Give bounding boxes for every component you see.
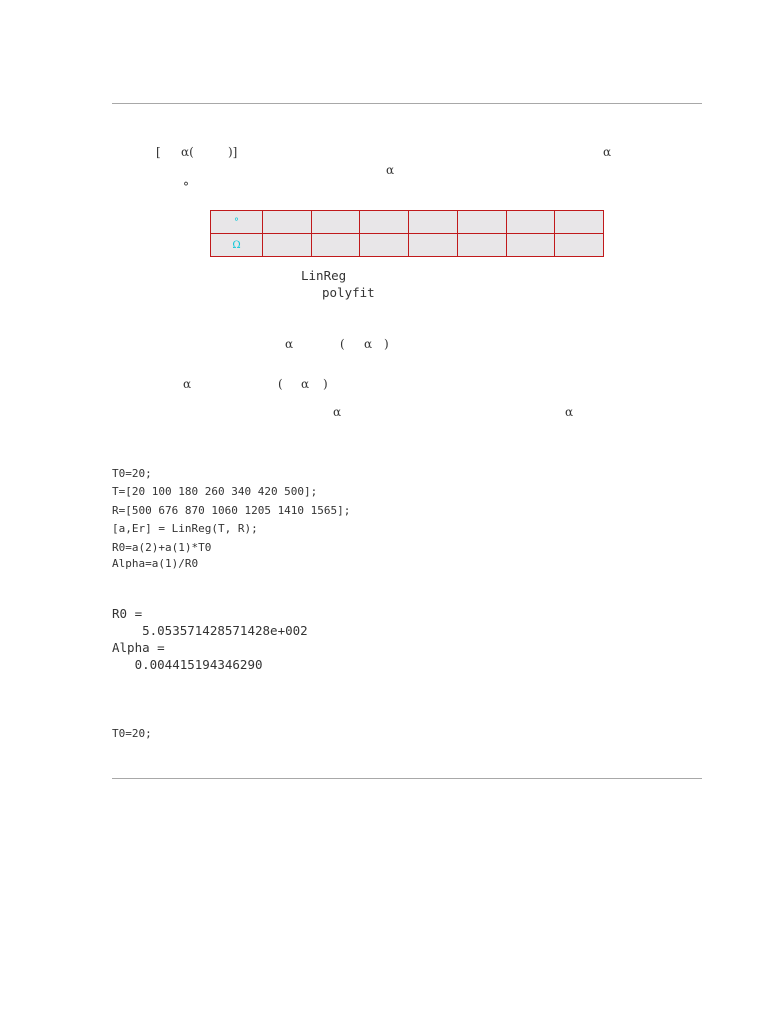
linreg-function-name: LinReg (301, 268, 347, 283)
top-divider (112, 103, 702, 104)
alpha-symbol: α (603, 145, 612, 159)
table-cell (311, 211, 360, 234)
output-line: 0.004415194346290 (112, 657, 263, 672)
alpha-symbol: α (285, 337, 294, 351)
resistance-temperature-table (210, 210, 604, 257)
alpha-symbol: α (183, 377, 192, 391)
alpha-symbol: α (301, 377, 310, 391)
bracket-open: [ (156, 145, 161, 159)
table-cell (263, 234, 312, 257)
table-cell (506, 211, 555, 234)
table-cell (360, 211, 409, 234)
table-cell (409, 211, 458, 234)
table-cell (457, 211, 506, 234)
table-cell (409, 234, 458, 257)
code-line: R=[500 676 870 1060 1205 1410 1565]; (112, 504, 351, 517)
alpha-symbol: α (565, 405, 574, 419)
table-cell (360, 234, 409, 257)
table-cell (457, 234, 506, 257)
paren-open: ( (340, 337, 345, 351)
polyfit-function-name: polyfit (322, 285, 375, 300)
table-cell (311, 234, 360, 257)
code-line: Alpha=a(1)/R0 (112, 557, 199, 570)
code-line: T=[20 100 180 260 340 420 500]; (112, 485, 318, 498)
row-header-temperature: ° (211, 211, 263, 234)
bottom-divider (112, 778, 702, 779)
row-header-resistance: Ω (211, 234, 263, 257)
output-line: R0 = (112, 606, 143, 621)
paren-close: ) (384, 337, 389, 351)
code-line: T0=20; (112, 727, 152, 740)
output-line: Alpha = (112, 640, 165, 655)
table-row (211, 211, 604, 234)
degree-symbol: ° (183, 180, 189, 194)
alpha-symbol: α (364, 337, 373, 351)
table-cell (506, 234, 555, 257)
alpha-symbol: α( (181, 145, 194, 159)
table-cell (263, 211, 312, 234)
table-cell (555, 211, 604, 234)
alpha-symbol: α (333, 405, 342, 419)
output-line: 5.053571428571428e+002 (112, 623, 308, 638)
table-cell (555, 234, 604, 257)
bracket-close: )] (228, 145, 238, 159)
paren-open: ( (278, 377, 283, 391)
code-line: T0=20; (112, 467, 152, 480)
code-line: R0=a(2)+a(1)*T0 (112, 541, 212, 554)
alpha-symbol: α (386, 163, 395, 177)
table-row (211, 234, 604, 257)
code-line: [a,Er] = LinReg(T, R); (112, 522, 258, 535)
paren-close: ) (323, 377, 328, 391)
